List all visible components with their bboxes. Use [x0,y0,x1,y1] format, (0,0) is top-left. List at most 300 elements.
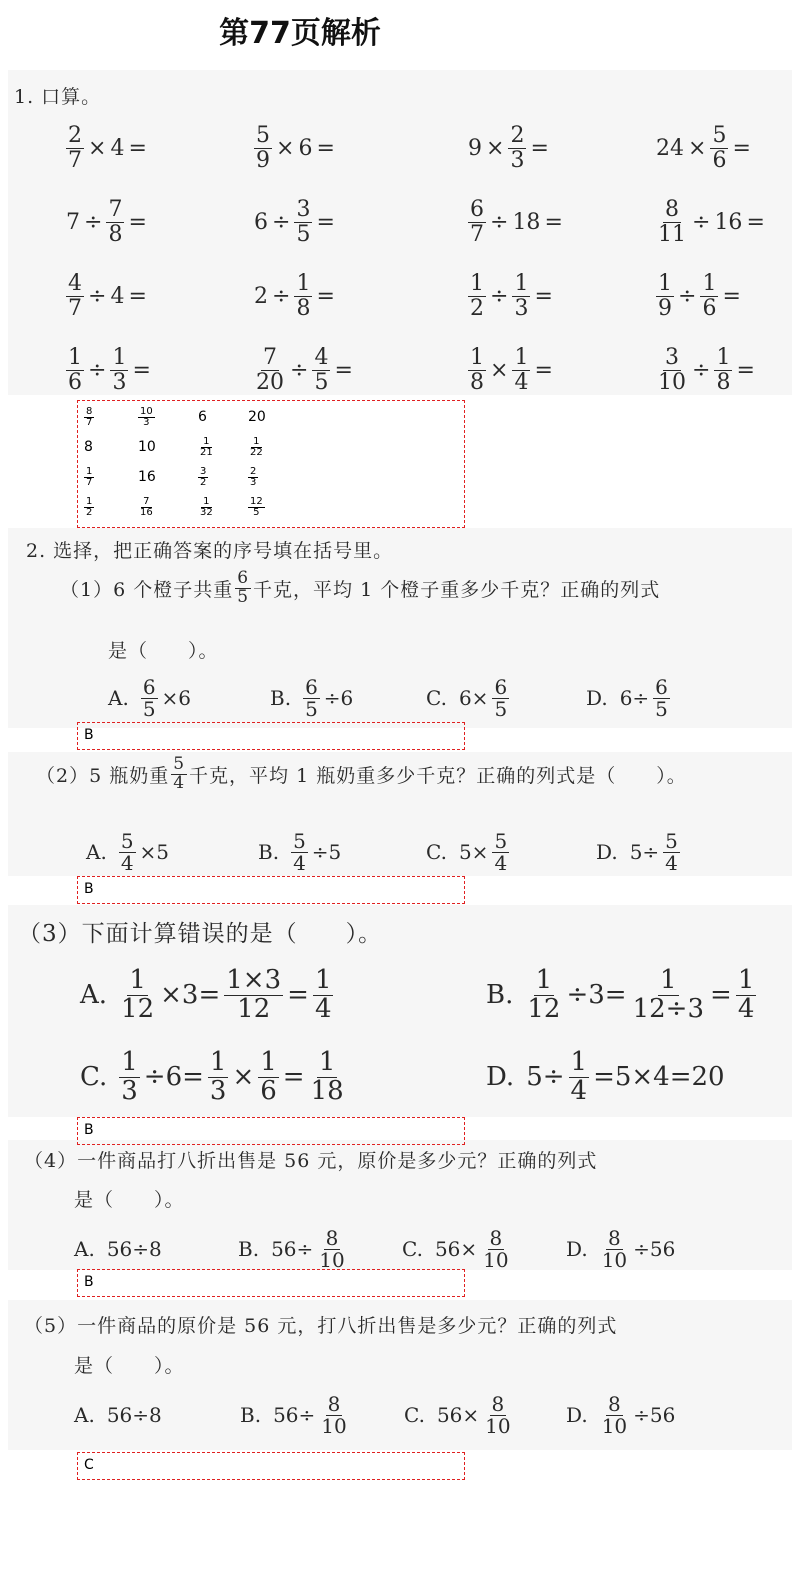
fraction [84,407,94,428]
fraction-numerator: 5 [173,754,186,774]
math-text: × [88,135,107,161]
fraction-numerator: 1 [260,1047,277,1078]
oral-calc-expression [252,340,355,400]
oral-calc-expression [654,266,743,326]
fraction-numerator: 1 [570,1047,588,1078]
math-text: 6 [198,409,207,425]
fraction-numerator: 6 [305,674,318,699]
choice-option-label: B. [258,840,280,864]
fraction [736,967,757,1023]
fraction [663,828,680,875]
fraction-denominator: 4 [120,850,134,875]
oral-calc-expression [252,192,337,252]
choice-option-label: C. [426,840,447,864]
math-text: = [746,209,765,235]
choice-option [86,822,171,882]
fraction-denominator: 7 [68,295,82,321]
fraction-numerator: 5 [256,123,270,149]
oral-calc-answer [82,433,132,461]
oral-calc-answer [246,493,296,521]
math-text: 6 [254,209,268,235]
fraction-numerator: 5 [494,828,508,853]
fraction-denominator: 10 [319,1247,345,1272]
fraction [468,198,486,245]
math-text: = [334,357,353,383]
fraction-numerator: 1 [318,1047,336,1078]
q2-3-answer: B [84,1122,94,1138]
fraction [653,674,670,721]
fraction-denominator: 4 [570,1075,588,1106]
fraction-numerator: 1 [535,965,553,996]
oral-calc-answer [82,403,132,431]
oral-calc-expression [64,340,153,400]
oral-calc-expression [64,118,149,178]
fraction [294,198,312,245]
math-text: 18 [512,209,541,235]
fraction-denominator: 3 [112,369,127,395]
q2-1-stem-text-a: （1）6 个橙子共重 [60,578,234,601]
fraction-denominator: 5 [142,696,156,721]
choice-option-label: A. [74,1403,95,1427]
fraction-numerator: 1 [121,1047,138,1078]
fraction-numerator: 6 [655,674,668,699]
fraction-denominator: 10 [483,1247,509,1272]
fraction-numerator: 7 [108,197,123,223]
fraction [512,346,530,393]
math-text: 16 [714,209,743,235]
choice-option-label: D. [486,1062,515,1092]
math-text: = [736,357,755,383]
choice-option [566,1219,677,1279]
math-text: ÷ [692,357,711,383]
math-text: 4 [110,283,125,309]
q2-4-stem: （4）一件商品打八折出售是 56 元，原价是多少元？正确的列式 [24,1150,598,1172]
choice-option-label: D. [596,840,618,864]
fraction-denominator: 16 [140,506,153,518]
fraction-denominator: 8 [296,295,311,321]
fraction [714,346,732,393]
q2-2-answer: B [84,881,94,897]
fraction [319,1391,348,1438]
q2-4-stem-line2: 是（ ）。 [74,1189,185,1211]
math-text: 56÷8 [106,1237,162,1261]
math-text: ÷6= [143,1062,204,1092]
choice-option-label: D. [586,686,608,710]
fraction [258,1049,279,1105]
fraction-numerator: 6 [237,568,250,588]
q2-1-stem [60,570,660,607]
oral-calc-expression [252,266,337,326]
fraction-denominator: 10 [485,1413,511,1438]
fraction-denominator: 20 [256,369,284,395]
fraction [198,437,215,458]
q1-heading: 1. 口算。 [14,86,102,108]
oral-calc-answer [246,433,296,461]
oral-calc-answer [246,403,296,431]
fraction-numerator: 1 [129,965,146,996]
choice-option-label: C. [80,1062,108,1092]
fraction [138,407,155,428]
math-text: = [128,209,147,235]
oral-calc-expression [466,266,555,326]
fraction [312,346,330,393]
fraction [224,967,283,1023]
math-text: × [486,135,505,161]
math-text: 9 [468,135,482,161]
fraction-numerator: 8 [327,1391,341,1416]
oral-calc-expression [466,340,555,400]
oral-calc-answer [136,403,186,431]
fraction-numerator: 2 [68,123,82,149]
oral-calc-answer [82,493,132,521]
oral-calc-answer [246,463,296,491]
oral-calc-answer [136,433,186,461]
math-text: ÷5 [311,840,342,864]
choice-option [258,822,343,882]
oral-calc-answer [196,463,246,491]
fraction-denominator: 12 [121,993,155,1024]
fraction-denominator: 11 [658,221,686,247]
oral-calc-expression [466,118,551,178]
fraction-numerator: 1 [314,965,332,996]
math-text: ×6 [161,686,192,710]
fraction-denominator: 4 [314,993,332,1024]
choice-option [486,965,758,1025]
fraction [656,198,688,245]
fraction-denominator: 4 [173,772,186,793]
fraction-denominator: 6 [712,147,727,173]
math-text: ÷56 [633,1403,676,1427]
math-text: = [544,209,563,235]
fraction [468,346,486,393]
fraction-denominator: 3 [121,1075,138,1106]
fraction-denominator: 5 [237,586,250,607]
fraction-denominator: 12 [237,993,271,1024]
fraction [656,346,688,393]
q2-4-answer: B [84,1274,94,1290]
math-text: 24 [656,135,684,161]
oral-calc-expression [654,192,767,252]
choice-option-label: A. [86,840,107,864]
math-text: = [316,135,335,161]
choice-option-label: B. [240,1403,262,1427]
oral-calc-expression [466,192,565,252]
fraction-numerator: 1 [737,965,755,996]
math-text: 56× [436,1403,480,1427]
fraction-denominator: 2 [86,506,93,518]
choice-option [586,668,672,728]
fraction-denominator: 3 [209,1075,227,1106]
fraction-numerator: 7 [143,495,150,507]
choice-option [108,668,193,728]
fraction-numerator: 10 [140,405,153,417]
fraction [248,437,265,458]
fraction-denominator: 5 [314,369,329,395]
fraction-numerator: 8 [325,1225,339,1250]
fraction [481,1225,510,1272]
choice-option-label: B. [238,1237,260,1261]
q2-5-stem: （5）一件商品的原价是 56 元，打八折出售是多少元？正确的列式 [24,1315,618,1337]
math-text: = [534,283,553,309]
math-text: ÷ [88,357,107,383]
q2-1-stem-fraction [235,570,251,607]
choice-option [596,822,682,882]
math-text: = [732,135,751,161]
q2-5-stem-line2: 是（ ）。 [74,1355,185,1377]
fraction-numerator: 3 [665,345,679,371]
fraction-denominator: 7 [86,416,93,428]
fraction [248,497,265,518]
math-text: ×5 [139,840,170,864]
math-text: = [316,209,335,235]
math-text: 10 [138,439,156,455]
math-text: 8 [84,439,93,455]
q2-2-stem [36,756,687,793]
page-title: 第77页解析 [219,16,381,51]
fraction-denominator: 4 [665,850,678,875]
fraction [248,467,258,488]
fraction [303,674,320,721]
q2-4-answer-box [77,1269,465,1297]
fraction-numerator: 8 [608,1225,621,1250]
fraction-denominator: 9 [658,295,672,321]
fraction-denominator: 5 [253,506,260,518]
q2-2-answer-box [77,876,465,904]
fraction-numerator: 4 [68,271,82,297]
fraction-numerator: 1 [203,495,210,507]
math-text: ÷ [490,209,509,235]
fraction-numerator: 5 [120,828,134,853]
fraction [291,828,308,875]
fraction [600,1225,629,1272]
math-text: = [534,357,553,383]
fraction-numerator: 12 [250,495,263,507]
fraction-denominator: 5 [494,696,508,721]
fraction-denominator: 6 [702,295,717,321]
math-text: ÷ [84,209,103,235]
fraction-denominator: 4 [494,850,508,875]
fraction [631,967,706,1023]
math-text: ÷ [678,283,697,309]
choice-option [404,1385,515,1445]
math-text: = [128,283,147,309]
fraction [525,967,562,1023]
fraction-denominator: 21 [200,446,213,458]
oral-calc-expression [64,192,149,252]
fraction-numerator: 6 [142,674,156,699]
fraction [317,1225,346,1272]
fraction-numerator: 1 [209,1047,227,1078]
fraction-numerator: 1×3 [226,965,282,996]
math-text: 56÷8 [106,1403,162,1427]
fraction-numerator: 1 [514,271,529,297]
choice-option-label: C. [402,1237,423,1261]
choice-option-label: D. [566,1237,588,1261]
fraction [208,1049,229,1105]
math-text: 4 [110,135,125,161]
oral-calc-answer [196,493,246,521]
choice-option-label: C. [404,1403,425,1427]
fraction [119,967,156,1023]
fraction-denominator: 18 [310,1075,344,1106]
fraction-numerator: 1 [660,965,677,996]
math-text: ÷6 [323,686,354,710]
fraction-numerator: 2 [510,123,525,149]
fraction-denominator: 32 [200,506,213,518]
fraction [66,272,84,319]
q2-1-answer: B [84,727,94,743]
fraction-numerator: 8 [608,1391,621,1416]
fraction [110,346,128,393]
fraction-numerator: 1 [86,465,93,477]
choice-option-label: A. [80,980,108,1010]
math-text: = [722,283,741,309]
math-text: ÷ [88,283,107,309]
math-text: = [132,357,151,383]
q2-3-answer-box [77,1117,465,1145]
math-text: ÷56 [633,1237,676,1261]
q2-5-answer-box [77,1452,465,1480]
math-text: = [710,980,732,1010]
fraction-denominator: 4 [737,993,755,1024]
q2-5-answer: C [84,1457,94,1473]
q2-2-stem-fraction [171,756,187,793]
math-text: × [490,357,509,383]
fraction-numerator: 1 [203,435,210,447]
fraction-denominator: 3 [143,416,150,428]
fraction-denominator: 5 [305,696,318,721]
fraction-numerator: 1 [716,345,731,371]
fraction-denominator: 10 [601,1247,628,1272]
choice-option [240,1385,351,1445]
fraction-numerator: 8 [86,405,93,417]
choice-option [80,965,335,1025]
fraction [294,272,312,319]
math-text: ÷ [490,283,509,309]
fraction-numerator: 1 [296,271,311,297]
fraction [66,124,84,171]
math-text: =5×4=20 [593,1062,725,1092]
fraction [198,467,208,488]
fraction-denominator: 4 [514,369,529,395]
fraction-denominator: 3 [514,295,529,321]
choice-option [80,1047,348,1107]
fraction-denominator: 7 [68,147,82,173]
fraction [84,467,94,488]
fraction-denominator: 3 [510,147,525,173]
fraction [84,497,94,518]
fraction [106,198,124,245]
math-text: × [276,135,295,161]
fraction [254,124,272,171]
math-text: ÷ [290,357,309,383]
math-text: ÷ [272,283,291,309]
fraction-denominator: 4 [293,850,306,875]
oral-calc-expression [654,340,757,400]
fraction-denominator: 7 [470,221,484,247]
math-text: ×3= [160,980,221,1010]
fraction-numerator: 5 [293,828,306,853]
fraction-numerator: 6 [470,197,484,223]
fraction-numerator: 3 [200,465,207,477]
math-text: 20 [248,409,266,425]
fraction-numerator: 1 [658,271,672,297]
fraction [141,674,158,721]
fraction-numerator: 1 [514,345,529,371]
fraction [309,1049,346,1105]
math-text: 7 [66,209,80,235]
choice-option [426,668,511,728]
fraction-denominator: 5 [296,221,311,247]
fraction [254,346,286,393]
oral-calc-answer [82,463,132,491]
fraction [656,272,674,319]
fraction [492,828,509,875]
fraction-denominator: 5 [655,696,668,721]
oral-calc-answer [136,493,186,521]
math-text: 5× [458,840,489,864]
q2-1-stem-text-b: 千克，平均 1 个橙子重多少千克？正确的列式 [253,578,661,601]
choice-option [566,1385,677,1445]
fraction-denominator: 2 [200,476,207,488]
q2-heading: 2. 选择，把正确答案的序号填在括号里。 [26,540,394,562]
fraction-denominator: 9 [256,147,270,173]
fraction [710,124,728,171]
math-text: = [287,980,309,1010]
fraction-numerator: 8 [665,197,679,223]
choice-option-label: A. [108,686,129,710]
fraction-denominator: 8 [108,221,123,247]
math-text: ÷ [692,209,711,235]
q1-answer-box [77,400,465,528]
math-text: 56÷ [273,1403,316,1427]
math-text: × [232,1062,255,1092]
math-text: 16 [138,469,156,485]
fraction-numerator: 6 [494,674,508,699]
fraction-denominator: 3 [250,476,257,488]
fraction [508,124,526,171]
fraction-denominator: 8 [716,369,731,395]
math-text: 56÷ [271,1237,314,1261]
fraction-numerator: 1 [253,435,260,447]
fraction-denominator: 6 [260,1075,277,1106]
choice-option [74,1385,164,1445]
math-text: 2 [254,283,268,309]
fraction [119,828,136,875]
fraction-denominator: 12÷3 [632,993,705,1024]
choice-option-label: B. [270,686,292,710]
fraction [119,1049,140,1105]
fraction-numerator: 3 [296,197,311,223]
oral-calc-answer [196,433,246,461]
fraction-denominator: 10 [658,369,686,395]
fraction-numerator: 1 [702,271,717,297]
fraction [600,1391,629,1438]
fraction-numerator: 1 [470,345,484,371]
math-text: = [282,1062,305,1092]
math-text: ÷ [272,209,291,235]
fraction [138,497,155,518]
choice-option [270,668,355,728]
q2-2-stem-text-a: （2）5 瓶奶重 [36,764,170,787]
math-text: = [128,135,147,161]
choice-option-label: A. [74,1237,95,1261]
fraction [198,497,215,518]
choice-option [486,1047,727,1107]
fraction-denominator: 2 [470,295,484,321]
oral-calc-expression [252,118,337,178]
choice-option-label: D. [566,1403,588,1427]
